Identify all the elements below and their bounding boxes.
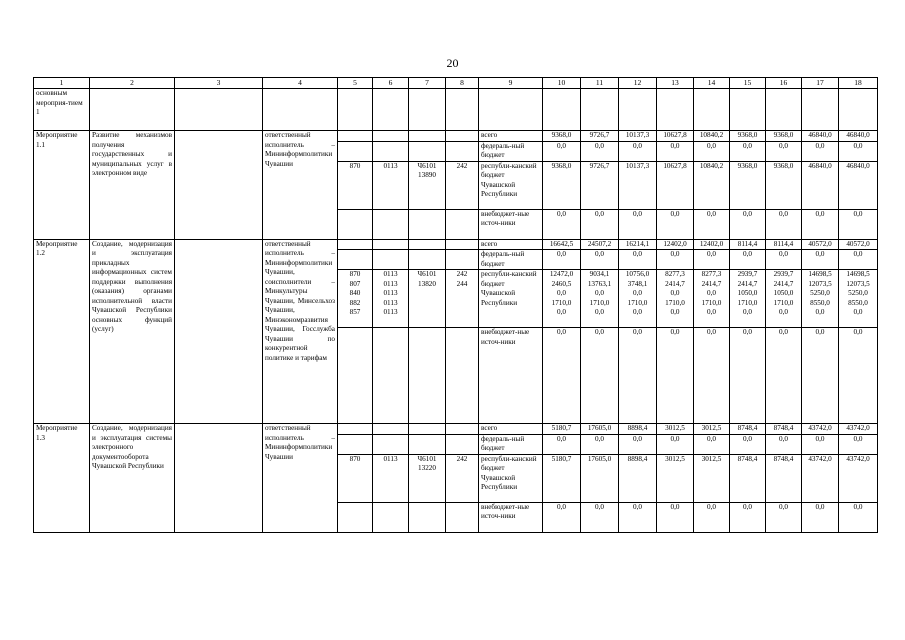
value-cell: 1710,0 xyxy=(551,298,572,307)
continuation-label: основным мероприя-тием 1 xyxy=(34,89,90,131)
value-cell: 0,0 xyxy=(694,502,730,532)
value-cell: 0,0 xyxy=(557,289,566,297)
grbs-code: 870 xyxy=(338,454,373,502)
value-cell: 0,0 xyxy=(730,209,766,239)
value-cell: 0,0 xyxy=(557,308,566,316)
value-cell: 2414,7 xyxy=(737,279,758,288)
value-stack xyxy=(730,270,766,328)
rzpr-code: 0113 xyxy=(373,454,409,502)
csr-code: Ч6101 13820 xyxy=(409,270,446,328)
value-cell: 12073,5 xyxy=(808,279,832,288)
m13-label: Мероприятие 1.3 xyxy=(34,424,90,533)
value-cell: 0,0 xyxy=(657,141,694,161)
value-cell: 0,0 xyxy=(802,141,839,161)
value-cell: 24507,2 xyxy=(581,239,619,250)
value-cell: 2939,7 xyxy=(737,270,758,278)
value-cell: 9034,1 xyxy=(589,270,610,278)
value-cell: 1710,0 xyxy=(773,298,794,307)
source-label: федераль-ный бюджет xyxy=(479,250,543,270)
value-cell: 13763,1 xyxy=(587,279,612,288)
value-cell: 0,0 xyxy=(619,434,657,454)
value-cell: 8277,3 xyxy=(665,270,685,278)
m12-row-vsego xyxy=(34,239,878,250)
value-cell: 9726,7 xyxy=(581,131,619,142)
rzpr-codes xyxy=(373,270,409,328)
column-number: 1 xyxy=(34,78,90,89)
value-stack xyxy=(619,270,657,328)
value-cell: 0,0 xyxy=(730,502,766,532)
value-cell: 0,0 xyxy=(802,250,839,270)
value-cell: 46840,0 xyxy=(802,131,839,142)
m12-label: Мероприятие 1.2 xyxy=(34,239,90,424)
value-cell: 14698,5 xyxy=(808,270,832,278)
column-number: 14 xyxy=(694,78,730,89)
vr-code: 242 xyxy=(446,454,479,502)
value-cell: 12073,5 xyxy=(846,279,870,288)
value-cell: 40572,0 xyxy=(802,239,839,250)
value-cell: 1710,0 xyxy=(737,298,758,307)
value-cell: 8550,0 xyxy=(848,298,868,307)
value-cell: 46840,0 xyxy=(839,131,878,142)
value-cell: 0,0 xyxy=(815,308,825,316)
column-number: 7 xyxy=(409,78,446,89)
value-cell: 8898,4 xyxy=(619,424,657,435)
value-cell: 0,0 xyxy=(766,434,802,454)
value-stack xyxy=(581,270,619,328)
value-cell: 0,0 xyxy=(581,434,619,454)
value-cell: 0,0 xyxy=(694,209,730,239)
value-stack xyxy=(657,270,694,328)
column-number: 10 xyxy=(543,78,581,89)
value-cell: 46840,0 xyxy=(839,161,878,209)
value-cell: 0,0 xyxy=(730,328,766,424)
value-cell: 12402,0 xyxy=(694,239,730,250)
value-cell: 10137,3 xyxy=(619,131,657,142)
column-number: 4 xyxy=(263,78,338,89)
value-cell: 0,0 xyxy=(853,308,863,316)
vr-code: 242 xyxy=(446,161,479,209)
source-label: федераль-ный бюджет xyxy=(479,141,543,161)
value-cell: 1710,0 xyxy=(665,298,685,307)
rzpr-code: 0113 xyxy=(383,308,398,316)
grbs-code: 870 xyxy=(349,270,361,278)
column-number: 5 xyxy=(338,78,373,89)
value-stack xyxy=(839,270,878,328)
value-cell: 9368,0 xyxy=(766,131,802,142)
value-cell: 0,0 xyxy=(657,434,694,454)
value-cell: 0,0 xyxy=(766,209,802,239)
value-cell: 0,0 xyxy=(839,328,878,424)
value-cell: 0,0 xyxy=(839,250,878,270)
grbs-code: 882 xyxy=(349,298,361,307)
value-cell: 40572,0 xyxy=(839,239,878,250)
column-number: 17 xyxy=(802,78,839,89)
value-cell: 8550,0 xyxy=(810,298,830,307)
value-cell: 0,0 xyxy=(802,209,839,239)
value-cell: 0,0 xyxy=(730,250,766,270)
value-cell: 10137,3 xyxy=(619,161,657,209)
value-cell: 3012,5 xyxy=(694,454,730,502)
rzpr-code: 0113 xyxy=(383,289,398,297)
column-number: 15 xyxy=(730,78,766,89)
vr-code: 244 xyxy=(456,279,468,288)
value-stack xyxy=(802,270,839,328)
value-cell: 0,0 xyxy=(839,502,878,532)
value-cell: 0,0 xyxy=(619,328,657,424)
value-cell: 10627,8 xyxy=(657,131,694,142)
vr-codes xyxy=(446,270,479,328)
grbs-code: 870 xyxy=(338,161,373,209)
value-cell: 0,0 xyxy=(619,209,657,239)
csr-code: Ч6101 13220 xyxy=(409,454,446,502)
value-cell: 0,0 xyxy=(657,328,694,424)
rzpr-code: 0113 xyxy=(383,270,398,278)
value-cell: 0,0 xyxy=(633,289,642,297)
value-cell: 0,0 xyxy=(779,308,788,316)
value-cell: 14698,5 xyxy=(846,270,870,278)
value-cell: 3012,5 xyxy=(694,424,730,435)
grbs-code: 857 xyxy=(349,308,361,316)
value-cell: 16214,1 xyxy=(619,239,657,250)
value-cell: 1710,0 xyxy=(589,298,610,307)
m11-executor: ответственный исполнитель – Мининформполитики Чувашии xyxy=(263,131,338,240)
column-number: 2 xyxy=(90,78,175,89)
value-cell: 10756,0 xyxy=(625,270,650,278)
value-cell: 5180,7 xyxy=(543,454,581,502)
column-number: 9 xyxy=(479,78,543,89)
value-cell: 10840,2 xyxy=(694,131,730,142)
value-cell: 2939,7 xyxy=(773,270,794,278)
value-cell: 0,0 xyxy=(595,289,604,297)
value-cell: 0,0 xyxy=(595,308,604,316)
source-label: всего xyxy=(479,239,543,250)
value-cell: 0,0 xyxy=(670,289,680,297)
value-cell: 17605,0 xyxy=(581,424,619,435)
value-cell: 12472,0 xyxy=(549,270,574,278)
value-cell: 0,0 xyxy=(694,434,730,454)
value-cell: 8748,4 xyxy=(730,424,766,435)
value-cell: 1050,0 xyxy=(773,289,794,297)
value-cell: 0,0 xyxy=(543,250,581,270)
source-label: республи-канский бюджет Чувашской Республики xyxy=(479,454,543,502)
value-cell: 12402,0 xyxy=(657,239,694,250)
value-cell: 0,0 xyxy=(730,141,766,161)
budget-table xyxy=(33,77,878,533)
value-cell: 0,0 xyxy=(581,209,619,239)
value-cell: 0,0 xyxy=(766,250,802,270)
value-cell: 3012,5 xyxy=(657,424,694,435)
value-cell: 0,0 xyxy=(839,141,878,161)
value-cell: 8114,4 xyxy=(766,239,802,250)
m12-executor: ответственный исполнитель – Мининформполитики Чувашии, соисполнители – Минкультуры Чувашии, Минсельхоз Чувашии, Минэкономразвития Чувашии, Госслужба Чувашии по конкурентной политике и тарифам xyxy=(263,239,338,424)
value-cell: 0,0 xyxy=(619,502,657,532)
value-stack xyxy=(766,270,802,328)
value-cell: 0,0 xyxy=(581,141,619,161)
value-cell: 0,0 xyxy=(657,209,694,239)
m12-name: Создание, модернизация и эксплуатация прикладных информационных систем поддержки выполнения (оказания) органами исполнительной власти Чувашской Республики основных функций (услуг) xyxy=(90,239,175,424)
value-cell: 0,0 xyxy=(619,141,657,161)
column-number: 11 xyxy=(581,78,619,89)
value-cell: 46840,0 xyxy=(802,161,839,209)
value-cell: 0,0 xyxy=(543,141,581,161)
value-cell: 43742,0 xyxy=(839,454,878,502)
value-cell: 0,0 xyxy=(657,250,694,270)
value-cell: 0,0 xyxy=(619,250,657,270)
source-label: республи-канский бюджет Чувашской Республики xyxy=(479,270,543,328)
value-cell: 5180,7 xyxy=(543,424,581,435)
value-cell: 0,0 xyxy=(730,434,766,454)
grbs-code: 807 xyxy=(349,279,361,288)
column-number-row xyxy=(34,78,878,89)
value-cell: 0,0 xyxy=(802,502,839,532)
value-cell: 0,0 xyxy=(633,308,642,316)
source-label: всего xyxy=(479,424,543,435)
column-number: 3 xyxy=(175,78,263,89)
vr-code: 242 xyxy=(456,270,468,278)
column-number: 18 xyxy=(839,78,878,89)
csr-code: Ч6101 13890 xyxy=(409,161,446,209)
value-cell: 8114,4 xyxy=(730,239,766,250)
value-cell: 0,0 xyxy=(581,250,619,270)
value-cell: 0,0 xyxy=(543,502,581,532)
m13-executor: ответственный исполнитель – Мининформполитики Чувашии xyxy=(263,424,338,533)
value-cell: 0,0 xyxy=(802,434,839,454)
value-cell: 2414,7 xyxy=(773,279,794,288)
value-cell: 0,0 xyxy=(694,328,730,424)
value-cell: 0,0 xyxy=(707,289,716,297)
column-number: 6 xyxy=(373,78,409,89)
value-cell: 0,0 xyxy=(707,308,716,316)
value-cell: 8748,4 xyxy=(730,454,766,502)
m11-row-vsego xyxy=(34,131,878,142)
value-cell: 8898,4 xyxy=(619,454,657,502)
value-cell: 0,0 xyxy=(839,434,878,454)
value-cell: 9368,0 xyxy=(730,131,766,142)
m13-name: Создание, модернизация и эксплуатация системы электронного документооборота Чувашской Республики xyxy=(90,424,175,533)
value-cell: 0,0 xyxy=(694,141,730,161)
column-number: 16 xyxy=(766,78,802,89)
value-cell: 0,0 xyxy=(543,209,581,239)
value-cell: 0,0 xyxy=(766,141,802,161)
value-cell: 1710,0 xyxy=(701,298,722,307)
column-number: 12 xyxy=(619,78,657,89)
value-cell: 0,0 xyxy=(543,434,581,454)
value-cell: 9368,0 xyxy=(730,161,766,209)
value-cell: 1050,0 xyxy=(737,289,758,297)
value-cell: 0,0 xyxy=(694,250,730,270)
value-cell: 8277,3 xyxy=(701,270,722,278)
value-cell: 10840,2 xyxy=(694,161,730,209)
rzpr-code: 0113 xyxy=(373,161,409,209)
value-cell: 0,0 xyxy=(743,308,752,316)
value-cell: 0,0 xyxy=(802,328,839,424)
value-cell: 3748,1 xyxy=(627,279,648,288)
value-cell: 43742,0 xyxy=(802,454,839,502)
value-cell: 9368,0 xyxy=(766,161,802,209)
value-cell: 0,0 xyxy=(581,502,619,532)
value-cell: 9726,7 xyxy=(581,161,619,209)
value-cell: 5250,0 xyxy=(848,289,868,297)
value-cell: 8748,4 xyxy=(766,454,802,502)
value-cell: 0,0 xyxy=(839,209,878,239)
value-cell: 5250,0 xyxy=(810,289,830,297)
value-cell: 0,0 xyxy=(670,308,680,316)
value-cell: 9368,0 xyxy=(543,161,581,209)
column-number: 8 xyxy=(446,78,479,89)
value-cell: 1710,0 xyxy=(627,298,648,307)
rzpr-code: 0113 xyxy=(383,298,398,307)
value-cell: 2460,5 xyxy=(551,279,572,288)
value-cell: 2414,7 xyxy=(701,279,722,288)
value-cell: 8748,4 xyxy=(766,424,802,435)
source-label: федераль-ный бюджет xyxy=(479,434,543,454)
grbs-codes xyxy=(338,270,373,328)
value-cell: 0,0 xyxy=(766,328,802,424)
m11-name: Развитие механизмов получения государственных и муниципальных услуг в электронном виде xyxy=(90,131,175,240)
source-label: внебюджет-ные источ-ники xyxy=(479,502,543,532)
value-cell: 0,0 xyxy=(766,502,802,532)
value-cell: 10627,8 xyxy=(657,161,694,209)
value-cell: 17605,0 xyxy=(581,454,619,502)
value-cell: 0,0 xyxy=(543,328,581,424)
value-cell: 16642,5 xyxy=(543,239,581,250)
value-stack xyxy=(543,270,581,328)
source-label: республи-канский бюджет Чувашской Республики xyxy=(479,161,543,209)
value-stack xyxy=(694,270,730,328)
column-number: 13 xyxy=(657,78,694,89)
value-cell: 2414,7 xyxy=(665,279,685,288)
source-label: внебюджет-ные источ-ники xyxy=(479,328,543,424)
continuation-row xyxy=(34,89,878,131)
m11-label: Мероприятие 1.1 xyxy=(34,131,90,240)
value-cell: 43742,0 xyxy=(839,424,878,435)
value-cell: 43742,0 xyxy=(802,424,839,435)
m13-row-vsego xyxy=(34,424,878,435)
rzpr-code: 0113 xyxy=(383,279,398,288)
source-label: всего xyxy=(479,131,543,142)
value-cell: 0,0 xyxy=(657,502,694,532)
value-cell: 0,0 xyxy=(581,328,619,424)
value-cell: 9368,0 xyxy=(543,131,581,142)
value-cell: 3012,5 xyxy=(657,454,694,502)
source-label: внебюджет-ные источ-ники xyxy=(479,209,543,239)
grbs-code: 840 xyxy=(349,289,361,297)
page-number: 20 xyxy=(446,56,459,70)
